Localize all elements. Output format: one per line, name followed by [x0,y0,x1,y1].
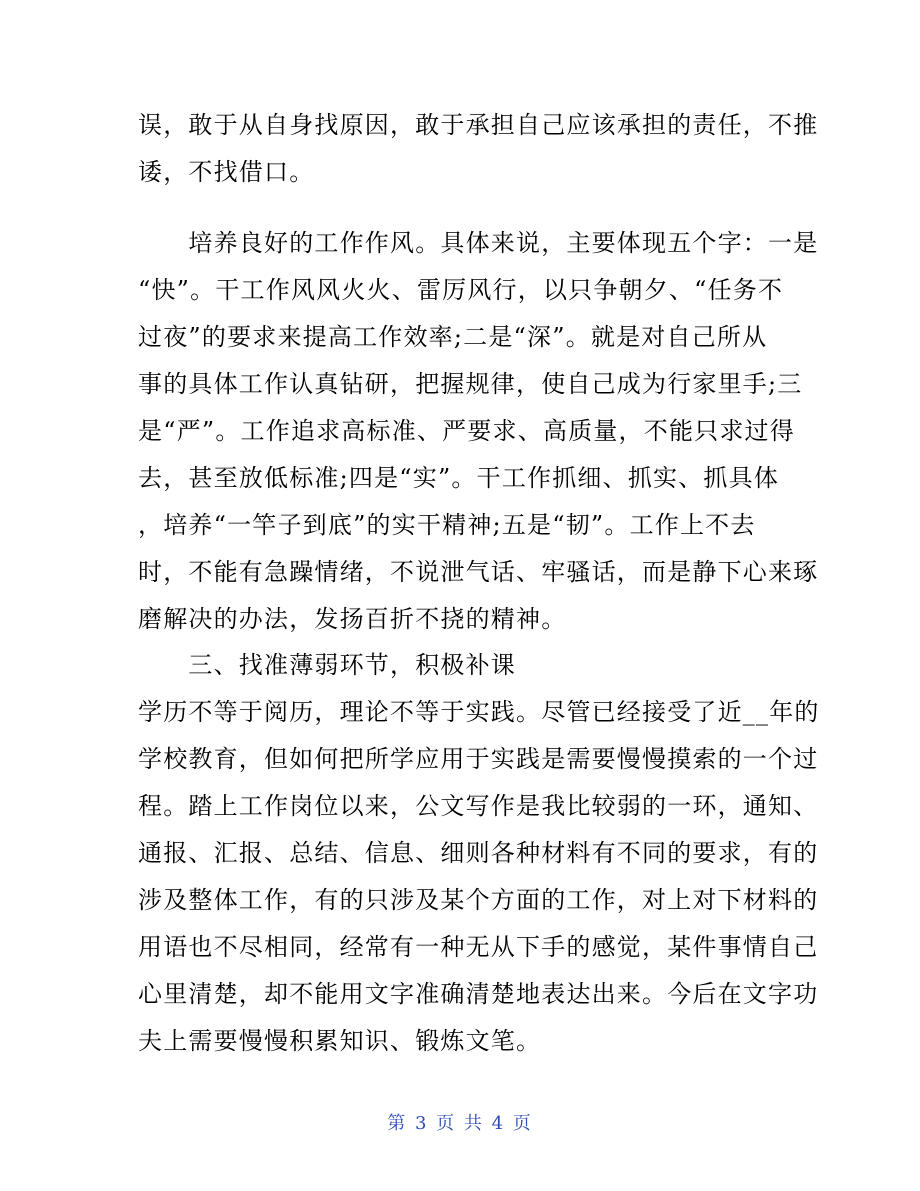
text-line: 心里清楚，却不能用文字准确清楚地表达出来。今后在文字功 [138,980,819,1008]
text-line: 时，不能有急躁情绪，不说泄气话、牢骚话，而是静下心来琢 [138,558,819,586]
text-line: 学历不等于阅历，理论不等于实践。尽管已经接受了近__年的 [138,698,820,726]
section-heading: 三、找准薄弱环节，积极补课 [138,651,516,679]
text-line: 去，甚至放低标准;四是“实”。干工作抓细、抓实、抓具体 [138,464,780,492]
text-line: 过夜”的要求来提高工作效率;二是“深”。就是对自己所从 [138,323,768,351]
text-line: 夫上需要慢慢积累知识、锻炼文笔。 [138,1027,542,1055]
text-line: 涉及整体工作，有的只涉及某个方面的工作，对上对下材料的 [138,886,819,914]
page-number-footer: 第 3 页 共 4 页 [387,1113,533,1134]
text-line: “快”。干工作风风火火、雷厉风行，以只争朝夕、“任务不 [138,276,784,304]
text-line: 程。踏上工作岗位以来，公文写作是我比较弱的一环，通知、 [138,792,819,820]
text-line: 诿，不找借口。 [138,158,315,186]
text-line: 通报、汇报、总结、信息、细则各种材料有不同的要求，有的 [138,839,819,867]
text-line: 用语也不尽相同，经常有一种无从下手的感觉，某件事情自己 [138,933,819,961]
text-line: 磨解决的办法，发扬百折不挠的精神。 [138,605,567,633]
text-line: ，培养“一竿子到底”的实干精神;五是“韧”。工作上不去 [138,511,756,539]
text-line: 是“严”。工作追求高标准、严要求、高质量，不能只求过得 [138,417,795,445]
text-line: 学校教育，但如何把所学应用于实践是需要慢慢摸索的一个过 [138,745,819,773]
text-line: 事的具体工作认真钻研，把握规律，使自己成为行家里手;三 [138,370,803,398]
text-line: 误，敢于从自身找原因，敢于承担自己应该承担的责任，不推 [138,111,819,139]
text-line: 培养良好的工作作风。具体来说，主要体现五个字：一是 [138,229,819,257]
